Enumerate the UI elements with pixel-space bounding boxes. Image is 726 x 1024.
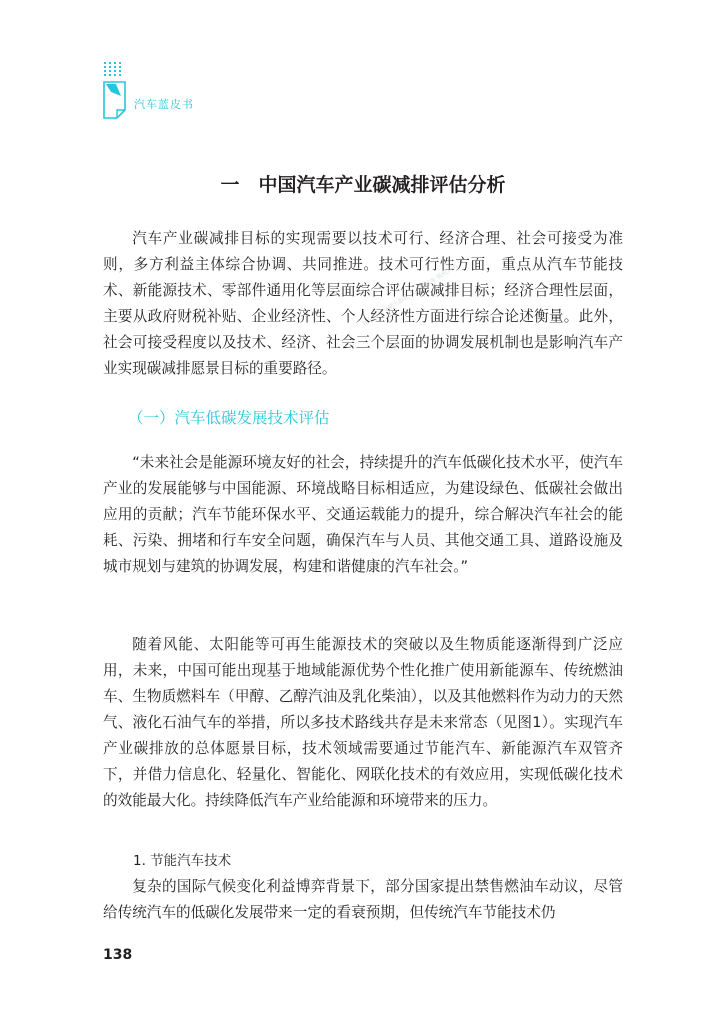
section-heading: （一）汽车低碳发展技术评估 (128, 409, 330, 427)
watermark: 社会科学文献出版社 皮书数据库 版权所有 (361, 262, 460, 328)
subsection-heading: 1. 节能汽车技术 (133, 853, 232, 869)
paragraph-4: 复杂的国际气候变化利益博弈背景下，部分国家提出禁售燃油车动议，尽管给传统汽车的低碳化发展带来一定的看衰预期，但传统汽车节能技术仍 (103, 878, 623, 921)
running-header-title: 汽车蓝皮书 (134, 98, 194, 111)
book-corner-icon (103, 62, 127, 124)
paragraph-1: 汽车产业碳减排目标的实现需要以技术可行、经济合理、社会可接受为准则，多方利益主体综合协调、共同推进。技术可行性方面，重点从汽车节能技术、新能源技术、零部件通用化等层面综合评估碳减排目标；经济合理性层面，主要从政府财税补贴、企业经济性、个人经济性方面进行综合论述衡量。此外，社会可接受程度以及技术、经济、社会三个层面的协调发展机制也是影响汽车产业实现碳减排愿景目标的重要路径。 (103, 230, 623, 377)
paragraph-3: 随着风能、太阳能等可再生能源技术的突破以及生物质能逐渐得到广泛应用，未来，中国可能出现基于地域能源优势个性化推广使用新能源车、传统燃油车、生物质燃料车（甲醇、乙醇汽油及乳化柴油），以及其他燃料作为动力的天然气、液化石油气车的举措，所以多技术路线共存是未来常态（见图1）。实现汽车产业碳排放的总体愿景目标，技术领域需要通过节能汽车、新能源汽车双管齐下，并借力信息化、轻量化、智能化、网联化技术的有效应用，实现低碳化技术的效能最大化。持续降低汽车产业给能源和环境带来的压力。 (103, 636, 623, 809)
page-number: 138 (103, 947, 133, 963)
chapter-heading: 一 中国汽车产业碳减排评估分析 (220, 174, 506, 196)
paragraph-2: “未来社会是能源环境友好的社会，持续提升的汽车低碳化技术水平，使汽车产业的发展能够与中国能源、环境战略目标相适应，为建设绿色、低碳社会做出应用的贡献；汽车节能环保水平、交通运载能力的提升，综合解决汽车社会的能耗、污染、拥堵和行车安全问题，确保汽车与人员、其他交通工具、道路设施及城市规划与建筑的协调发展，构建和谐健康的汽车社会。” (103, 454, 623, 575)
